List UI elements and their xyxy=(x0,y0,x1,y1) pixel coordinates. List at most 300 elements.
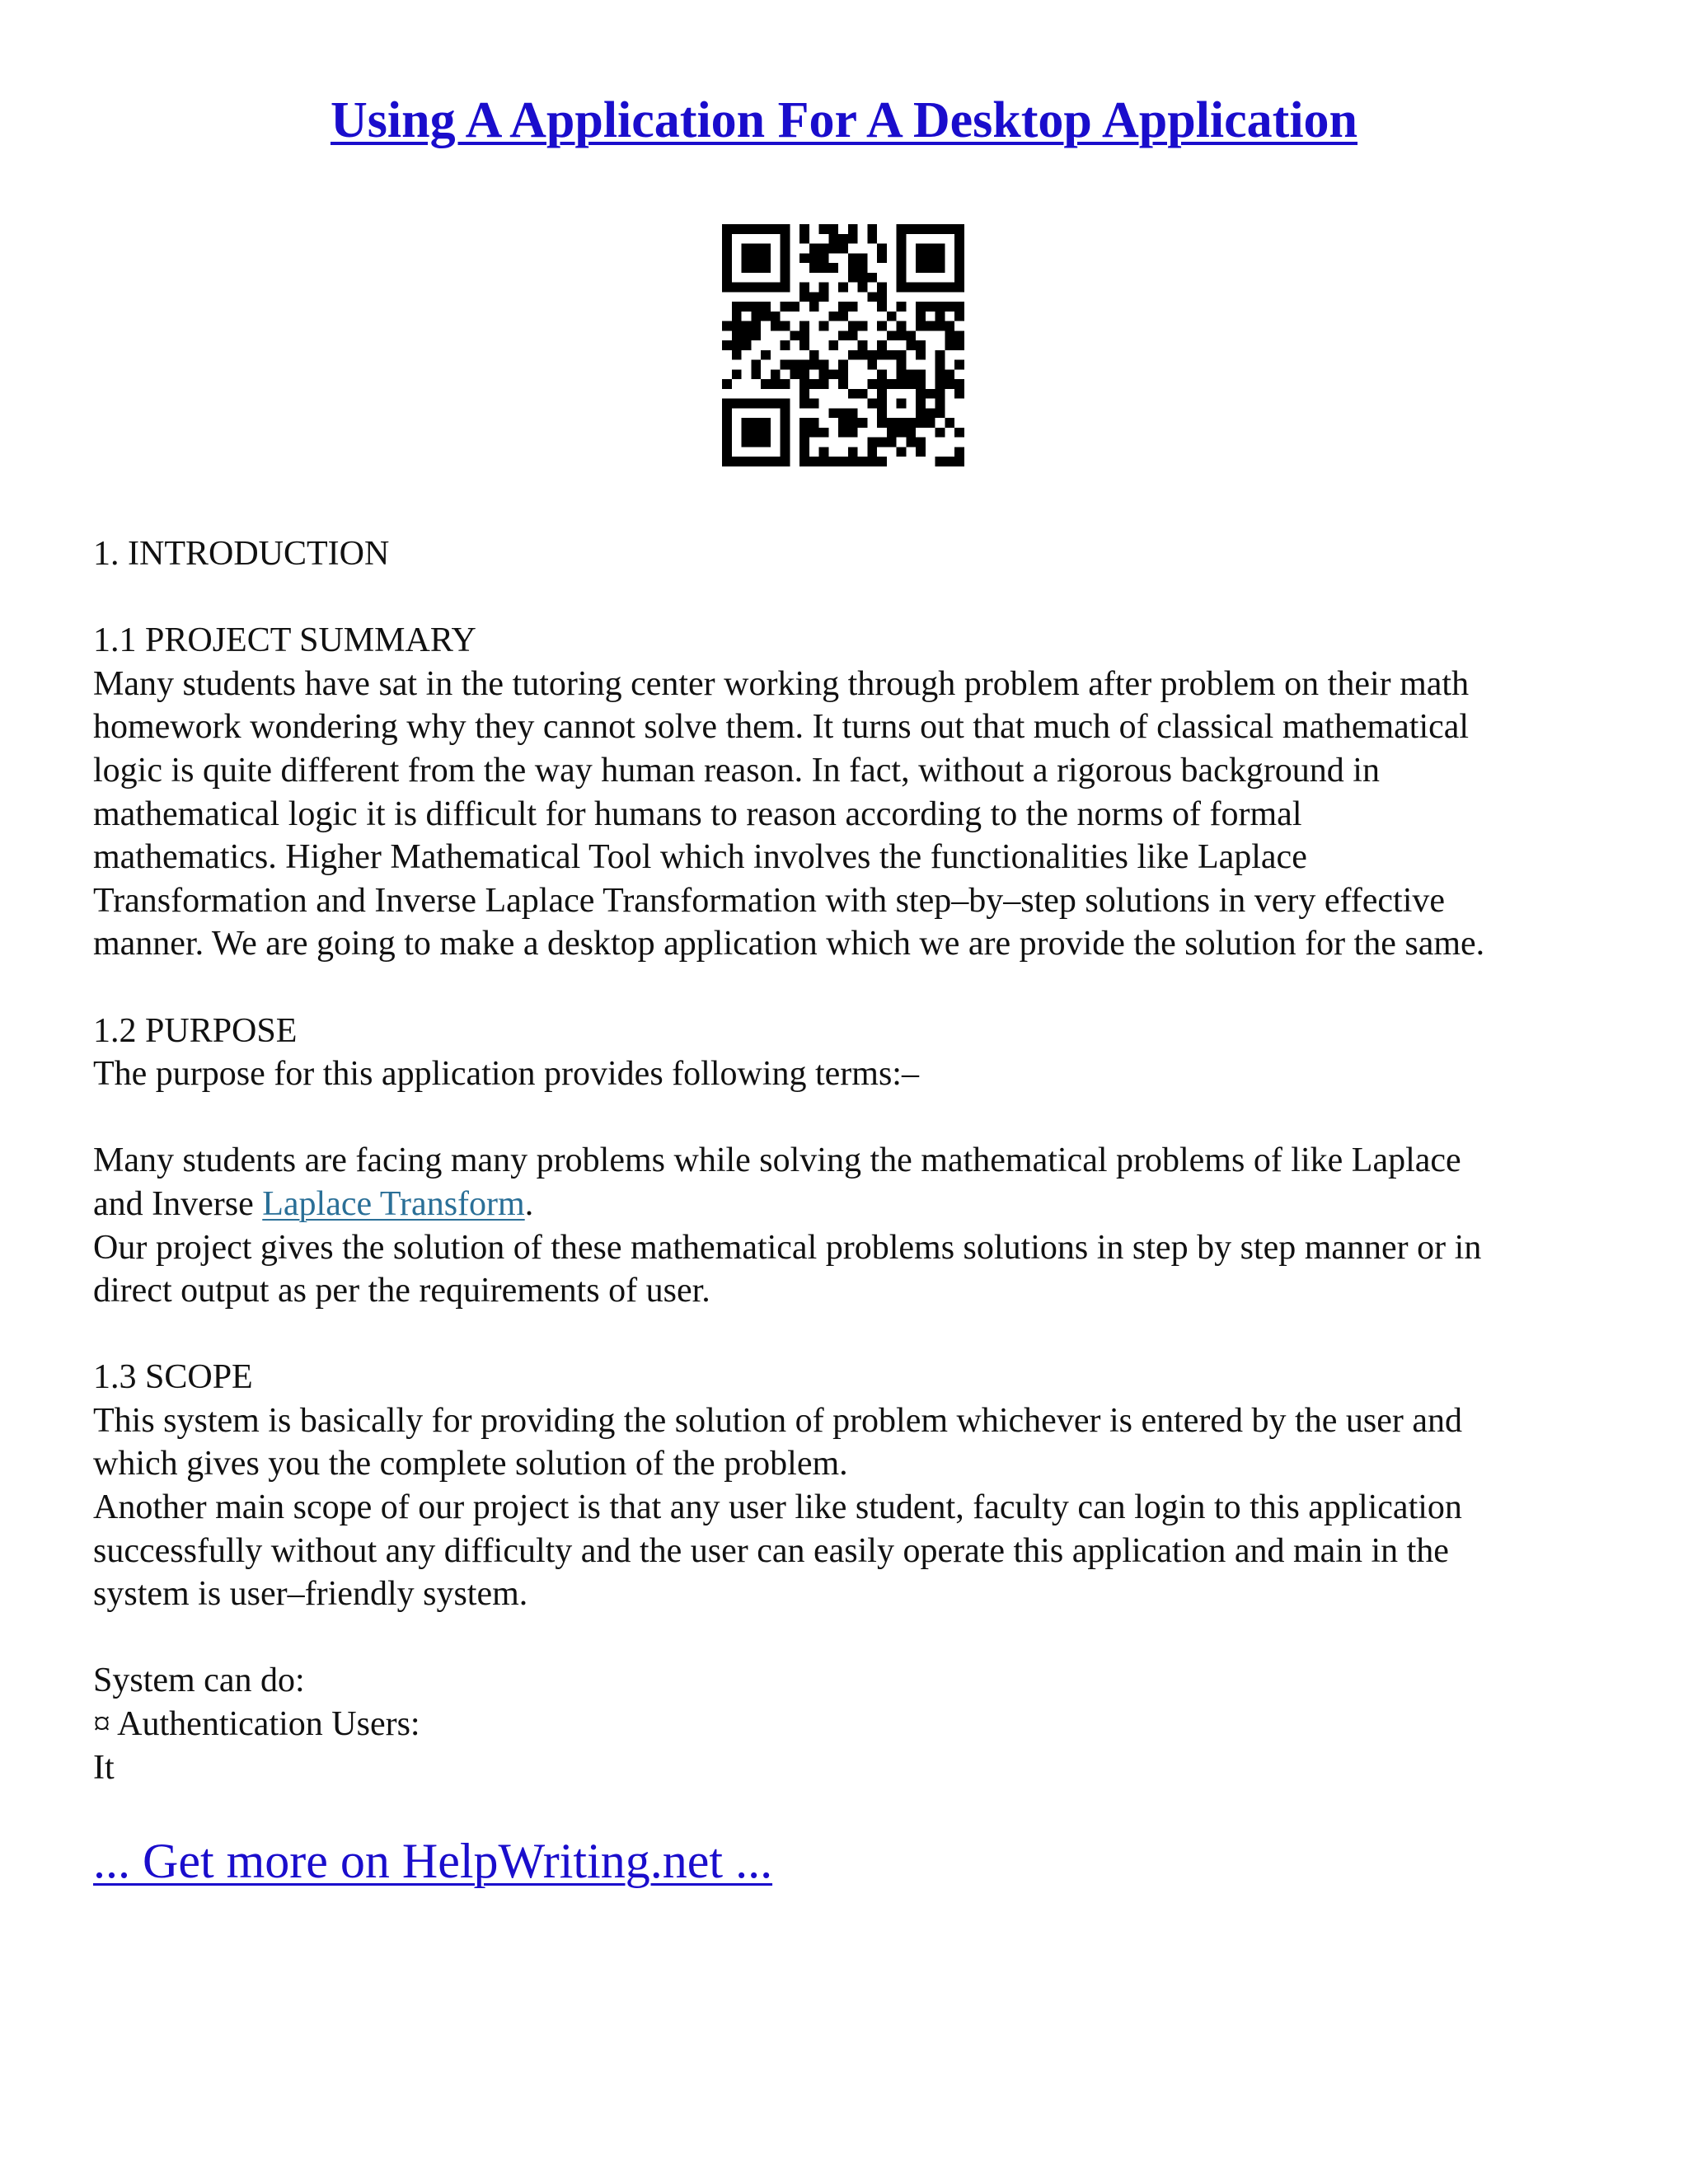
qr-module xyxy=(799,360,809,370)
qr-module xyxy=(877,340,887,350)
qr-module xyxy=(722,428,732,438)
scope-line: which gives you the complete solution of the problem. xyxy=(93,1445,848,1483)
qr-module xyxy=(954,244,964,254)
qr-module xyxy=(819,447,829,457)
qr-module xyxy=(935,312,945,321)
qr-module xyxy=(906,418,916,428)
qr-module xyxy=(722,283,732,293)
qr-module xyxy=(751,224,761,234)
qr-module xyxy=(926,321,935,331)
qr-module xyxy=(897,273,907,283)
qr-module xyxy=(897,224,907,234)
qr-module xyxy=(867,399,877,409)
qr-module xyxy=(897,330,907,340)
qr-module xyxy=(722,321,732,331)
qr-module xyxy=(781,263,790,273)
qr-module xyxy=(732,312,742,321)
qr-module xyxy=(751,244,761,254)
qr-module xyxy=(945,369,954,379)
qr-module xyxy=(809,360,819,370)
qr-module xyxy=(781,283,790,293)
qr-module xyxy=(935,244,945,254)
qr-module xyxy=(858,263,868,273)
qr-module xyxy=(916,253,926,263)
qr-module xyxy=(916,312,926,321)
qr-module xyxy=(722,224,732,234)
qr-module xyxy=(781,438,790,448)
qr-module xyxy=(722,408,732,418)
qr-module xyxy=(809,399,819,409)
qr-module xyxy=(742,418,752,428)
qr-module xyxy=(761,438,771,448)
qr-module xyxy=(761,399,771,409)
qr-module xyxy=(848,428,858,438)
qr-module xyxy=(954,302,964,312)
introduction-heading: 1. INTRODUCTION xyxy=(93,535,390,573)
qr-module xyxy=(742,253,752,263)
qr-module xyxy=(954,283,964,293)
qr-module xyxy=(916,224,926,234)
project-summary-line: homework wondering why they cannot solve them. It turns out that much of classical mathematical xyxy=(93,708,1470,747)
qr-module xyxy=(722,234,732,244)
qr-module xyxy=(732,340,742,350)
qr-module xyxy=(935,263,945,273)
qr-module xyxy=(790,369,799,379)
qr-module xyxy=(848,447,858,457)
project-summary-line: Transformation and Inverse Laplace Transformation with step–by–step solutions in very effective xyxy=(93,881,1446,920)
qr-module xyxy=(887,350,897,360)
qr-module xyxy=(781,418,790,428)
qr-module xyxy=(799,292,809,302)
qr-module xyxy=(828,369,838,379)
project-summary-line: mathematics. Higher Mathematical Tool which involves the functionalities like Laplace xyxy=(93,838,1307,877)
qr-module xyxy=(935,399,945,409)
qr-module xyxy=(819,283,829,293)
qr-module xyxy=(742,457,752,466)
qr-module xyxy=(916,350,926,360)
qr-module xyxy=(877,283,887,293)
qr-module xyxy=(906,224,916,234)
qr-module xyxy=(799,283,809,293)
document-body xyxy=(93,532,1601,1789)
qr-module xyxy=(819,224,829,234)
qr-module xyxy=(819,244,829,254)
qr-module xyxy=(781,321,790,331)
qr-module xyxy=(935,379,945,389)
qr-module xyxy=(954,263,964,273)
qr-module xyxy=(732,330,742,340)
qr-module xyxy=(945,321,954,331)
qr-module xyxy=(781,273,790,283)
qr-module xyxy=(935,428,945,438)
qr-module xyxy=(799,369,809,379)
qr-module xyxy=(742,428,752,438)
qr-module xyxy=(799,321,809,331)
qr-module xyxy=(771,369,781,379)
qr-module xyxy=(916,408,926,418)
qr-module xyxy=(761,379,771,389)
qr-module xyxy=(926,283,935,293)
qr-module xyxy=(954,224,964,234)
qr-module xyxy=(771,224,781,234)
purpose-section xyxy=(93,1010,1601,1096)
qr-module xyxy=(761,312,771,321)
qr-module xyxy=(867,350,877,360)
qr-module xyxy=(742,283,752,293)
document-title-link[interactable]: Using A Application For A Desktop Application xyxy=(330,92,1358,148)
qr-module xyxy=(848,273,858,283)
qr-module xyxy=(751,418,761,428)
qr-module xyxy=(828,340,838,350)
introduction-section xyxy=(93,532,1601,576)
purpose-line-with-link xyxy=(93,1183,1601,1226)
qr-module xyxy=(761,283,771,293)
qr-module xyxy=(819,321,829,331)
qr-module xyxy=(867,438,877,448)
qr-module xyxy=(945,457,954,466)
qr-module xyxy=(935,253,945,263)
qr-module xyxy=(877,244,887,254)
qr-module xyxy=(751,399,761,409)
qr-module xyxy=(742,263,752,273)
qr-module xyxy=(828,224,838,234)
qr-module xyxy=(935,457,945,466)
scope-heading: 1.3 SCOPE xyxy=(93,1358,253,1397)
qr-module xyxy=(954,457,964,466)
qr-module xyxy=(848,330,858,340)
qr-module xyxy=(771,379,781,389)
qr-module xyxy=(809,253,819,263)
qr-module xyxy=(897,321,907,331)
qr-module xyxy=(799,379,809,389)
qr-module xyxy=(771,312,781,321)
qr-module xyxy=(781,408,790,418)
qr-module xyxy=(954,428,964,438)
qr-module xyxy=(954,253,964,263)
qr-module xyxy=(848,418,858,428)
qr-module xyxy=(954,273,964,283)
qr-module xyxy=(906,283,916,293)
qr-module xyxy=(761,253,771,263)
qr-module xyxy=(781,244,790,254)
qr-module xyxy=(722,438,732,448)
qr-module xyxy=(897,428,907,438)
qr-module xyxy=(954,379,964,389)
qr-module xyxy=(935,389,945,399)
qr-module xyxy=(799,340,809,350)
qr-module xyxy=(848,389,858,399)
qr-module xyxy=(926,253,935,263)
qr-module xyxy=(945,379,954,389)
qr-module xyxy=(954,447,964,457)
qr-module xyxy=(926,418,935,428)
qr-module xyxy=(897,302,907,312)
qr-module xyxy=(828,457,838,466)
qr-module xyxy=(742,399,752,409)
qr-module xyxy=(809,379,819,389)
qr-module xyxy=(867,292,877,302)
qr-module xyxy=(906,369,916,379)
qr-module xyxy=(751,263,761,273)
qr-module xyxy=(848,321,858,331)
qr-module xyxy=(799,438,809,448)
qr-module xyxy=(799,457,809,466)
qr-module xyxy=(732,283,742,293)
qr-module xyxy=(877,418,887,428)
qr-module xyxy=(935,360,945,370)
qr-module xyxy=(781,224,790,234)
qr-module xyxy=(858,350,868,360)
qr-module xyxy=(916,389,926,399)
qr-module xyxy=(916,321,926,331)
qr-module xyxy=(906,438,916,448)
qr-module xyxy=(781,302,790,312)
qr-module xyxy=(732,369,742,379)
qr-module xyxy=(819,379,829,389)
qr-module xyxy=(771,399,781,409)
qr-module xyxy=(751,438,761,448)
qr-module xyxy=(916,379,926,389)
qr-module xyxy=(828,263,838,273)
qr-module xyxy=(819,360,829,370)
qr-module xyxy=(877,438,887,448)
qr-module xyxy=(781,428,790,438)
qr-module xyxy=(897,418,907,428)
qr-module xyxy=(809,302,819,312)
qr-module xyxy=(945,418,954,428)
system-can-do-section xyxy=(93,1659,1601,1789)
qr-module xyxy=(897,244,907,254)
qr-module xyxy=(838,408,848,418)
qr-module xyxy=(819,428,829,438)
qr-module xyxy=(761,302,771,312)
qr-module xyxy=(761,428,771,438)
qr-module xyxy=(838,234,848,244)
qr-module xyxy=(926,389,935,399)
qr-module xyxy=(867,224,877,234)
qr-module xyxy=(799,224,809,234)
qr-module xyxy=(926,263,935,273)
project-summary-line: logic is quite different from the way human reason. In fact, without a rigorous background in xyxy=(93,751,1380,790)
qr-module xyxy=(722,457,732,466)
qr-module xyxy=(838,457,848,466)
qr-module xyxy=(828,408,838,418)
qr-module xyxy=(781,360,790,370)
qr-module xyxy=(838,283,848,293)
qr-module xyxy=(761,244,771,254)
qr-module xyxy=(732,399,742,409)
qr-module xyxy=(742,340,752,350)
qr-module xyxy=(916,283,926,293)
qr-module xyxy=(867,273,877,283)
qr-module xyxy=(761,418,771,428)
qr-module xyxy=(790,330,799,340)
qr-module xyxy=(945,340,954,350)
qr-module xyxy=(819,292,829,302)
project-summary-heading: 1.1 PROJECT SUMMARY xyxy=(93,621,476,660)
qr-module xyxy=(867,234,877,244)
qr-module xyxy=(809,350,819,360)
qr-module xyxy=(751,330,761,340)
qr-module xyxy=(906,428,916,438)
qr-module xyxy=(887,312,897,321)
qr-module xyxy=(945,330,954,340)
qr-module xyxy=(722,340,732,350)
qr-module xyxy=(742,224,752,234)
qr-module xyxy=(867,379,877,389)
laplace-transform-link[interactable]: Laplace Transform xyxy=(262,1184,525,1223)
qr-module xyxy=(742,244,752,254)
qr-module xyxy=(838,244,848,254)
qr-module xyxy=(761,457,771,466)
qr-module xyxy=(761,263,771,273)
qr-module xyxy=(828,312,838,321)
get-more-link[interactable]: ... Get more on HelpWriting.net ... xyxy=(93,1834,773,1888)
qr-module xyxy=(722,253,732,263)
qr-module xyxy=(722,447,732,457)
qr-module xyxy=(897,283,907,293)
qr-module xyxy=(751,253,761,263)
qr-module xyxy=(877,302,887,312)
qr-module xyxy=(819,253,829,263)
qr-module xyxy=(887,330,897,340)
qr-module xyxy=(897,379,907,389)
qr-module xyxy=(887,379,897,389)
qr-module xyxy=(954,330,964,340)
qr-module xyxy=(790,360,799,370)
qr-module xyxy=(945,302,954,312)
qr-module xyxy=(897,263,907,273)
purpose-intro: The purpose for this application provides following terms:– xyxy=(93,1055,919,1094)
qr-module xyxy=(848,408,858,418)
qr-module xyxy=(935,224,945,234)
authentication-users-item: ¤ Authentication Users: xyxy=(93,1705,420,1744)
qr-module xyxy=(848,457,858,466)
qr-module xyxy=(781,379,790,389)
qr-module xyxy=(732,350,742,360)
qr-module xyxy=(848,263,858,273)
qr-module xyxy=(877,389,887,399)
qr-module xyxy=(916,302,926,312)
qr-module xyxy=(916,263,926,273)
qr-module xyxy=(722,399,732,409)
qr-module xyxy=(771,321,781,331)
qr-module xyxy=(916,438,926,448)
qr-module xyxy=(906,330,916,340)
qr-module xyxy=(906,340,916,350)
qr-module xyxy=(819,263,829,273)
qr-module xyxy=(877,379,887,389)
qr-module xyxy=(838,302,848,312)
qr-module xyxy=(722,418,732,428)
qr-module xyxy=(781,399,790,409)
truncated-text: It xyxy=(93,1748,115,1787)
qr-code-icon xyxy=(722,224,964,466)
qr-module xyxy=(877,350,887,360)
qr-module xyxy=(828,234,838,244)
scope-line: successfully without any difficulty and the user can easily operate this application and main in the xyxy=(93,1531,1449,1570)
qr-module xyxy=(926,224,935,234)
qr-module xyxy=(838,379,848,389)
qr-module xyxy=(858,253,868,263)
qr-module xyxy=(877,399,887,409)
qr-module xyxy=(751,321,761,331)
qr-module xyxy=(954,389,964,399)
qr-module xyxy=(732,302,742,312)
qr-module xyxy=(838,369,848,379)
qr-module xyxy=(935,321,945,331)
qr-module xyxy=(877,321,887,331)
qr-module xyxy=(935,302,945,312)
qr-module xyxy=(771,457,781,466)
qr-module xyxy=(751,369,761,379)
scope-line: system is user–friendly system. xyxy=(93,1575,528,1614)
qr-module xyxy=(877,369,887,379)
qr-module xyxy=(742,302,752,312)
qr-module xyxy=(935,283,945,293)
purpose-line: Many students are facing many problems while solving the mathematical problems of like Laplace xyxy=(93,1141,1461,1180)
qr-module xyxy=(935,350,945,360)
qr-module xyxy=(722,379,732,389)
qr-module xyxy=(809,418,819,428)
qr-module xyxy=(781,457,790,466)
qr-module xyxy=(848,224,858,234)
qr-module xyxy=(935,408,945,418)
qr-module xyxy=(897,234,907,244)
qr-module xyxy=(906,379,916,389)
qr-module xyxy=(742,321,752,331)
qr-module xyxy=(809,244,819,254)
purpose-line-suffix: . xyxy=(524,1184,534,1223)
qr-module xyxy=(809,263,819,273)
qr-module xyxy=(799,253,809,263)
qr-module xyxy=(751,283,761,293)
qr-module xyxy=(858,389,868,399)
qr-module xyxy=(722,244,732,254)
qr-module xyxy=(848,234,858,244)
qr-module xyxy=(732,224,742,234)
qr-module xyxy=(809,428,819,438)
qr-module xyxy=(926,244,935,254)
qr-module xyxy=(809,457,819,466)
qr-module xyxy=(897,399,907,409)
qr-module xyxy=(828,244,838,254)
qr-module xyxy=(954,234,964,244)
qr-module xyxy=(799,389,809,399)
qr-module xyxy=(781,447,790,457)
qr-module xyxy=(877,292,887,302)
qr-module xyxy=(838,418,848,428)
qr-module xyxy=(819,457,829,466)
qr-module xyxy=(858,340,868,350)
qr-module xyxy=(916,340,926,350)
qr-module xyxy=(838,428,848,438)
purpose-line: direct output as per the requirements of user. xyxy=(93,1272,710,1310)
purpose-details xyxy=(93,1139,1601,1312)
qr-module xyxy=(877,408,887,418)
qr-module xyxy=(858,273,868,283)
qr-module xyxy=(858,457,868,466)
qr-module xyxy=(858,418,868,428)
qr-module xyxy=(945,283,954,293)
qr-module xyxy=(916,399,926,409)
qr-module xyxy=(897,369,907,379)
qr-module xyxy=(761,350,771,360)
purpose-line-prefix: and Inverse xyxy=(93,1184,263,1223)
qr-module xyxy=(732,457,742,466)
qr-module xyxy=(945,224,954,234)
qr-module xyxy=(799,447,809,457)
